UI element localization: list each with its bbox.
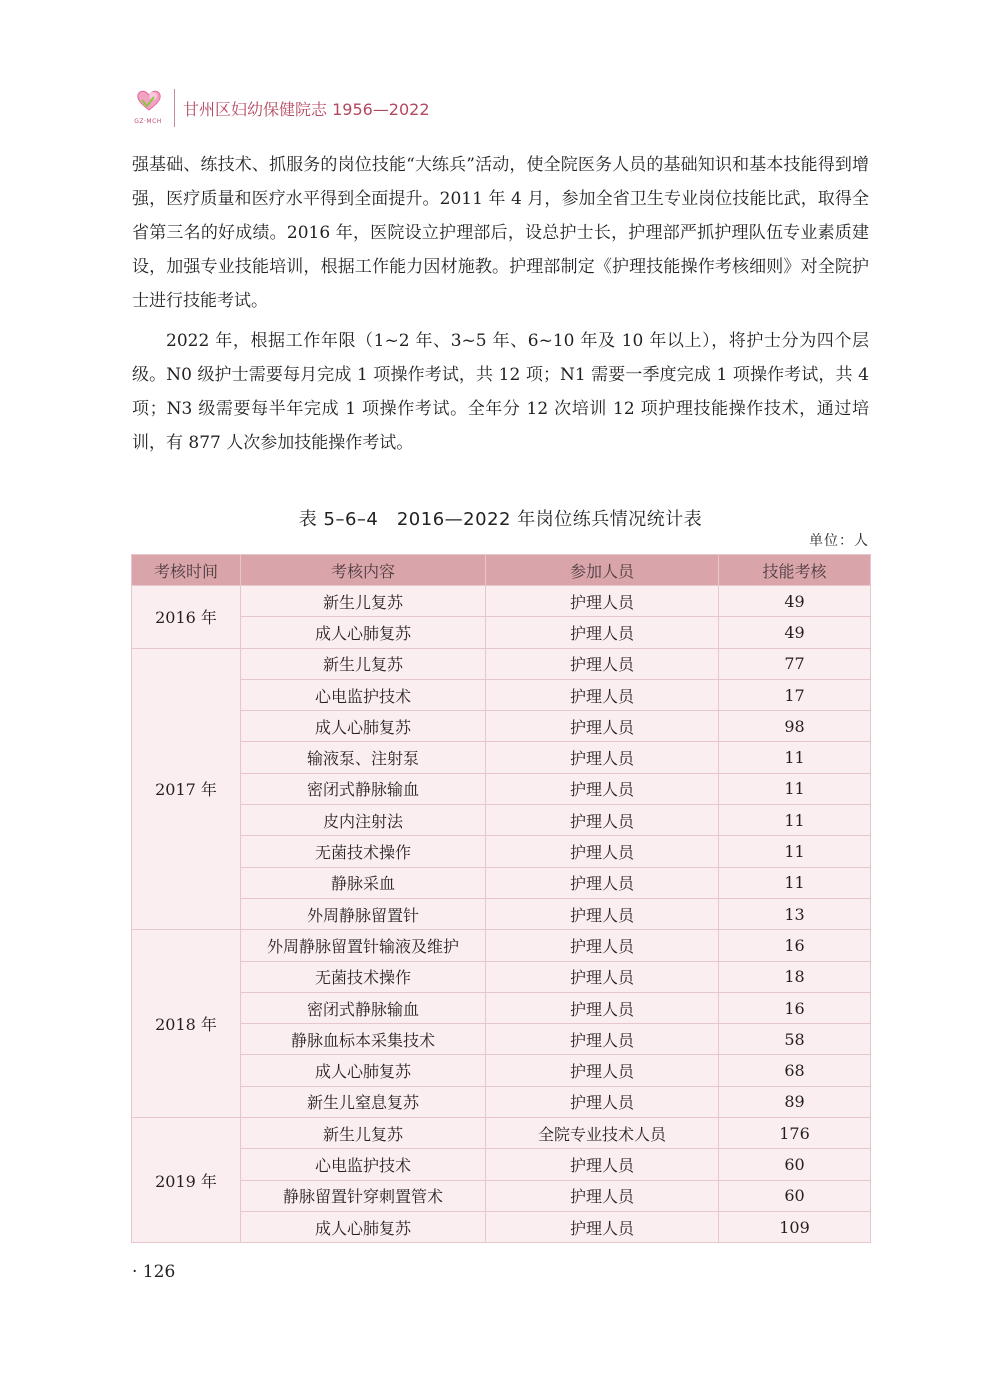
column-header: 考核时间 [132, 555, 241, 586]
logo-text: GZ·MCH [134, 118, 162, 125]
count-cell: 18 [719, 961, 871, 992]
content-cell: 新生儿复苏 [241, 1118, 486, 1149]
content-cell: 新生儿复苏 [241, 648, 486, 679]
content-cell: 静脉留置针穿刺置管术 [241, 1180, 486, 1211]
column-header: 技能考核 [719, 555, 871, 586]
table-row [132, 1118, 871, 1149]
count-cell: 89 [719, 1086, 871, 1117]
content-cell: 静脉血标本采集技术 [241, 1024, 486, 1055]
running-header [130, 86, 430, 130]
table-row [132, 1024, 871, 1055]
content-cell: 外周静脉留置针输液及维护 [241, 930, 486, 961]
hospital-logo [130, 86, 166, 130]
column-header: 参加人员 [486, 555, 719, 586]
table-caption: 表 5–6–4 2016—2022 年岗位练兵情况统计表 [298, 509, 703, 530]
people-cell: 护理人员 [486, 805, 719, 836]
content-cell: 密闭式静脉输血 [241, 773, 486, 804]
table-row [132, 711, 871, 742]
people-cell: 护理人员 [486, 1086, 719, 1117]
people-cell: 护理人员 [486, 648, 719, 679]
count-cell: 11 [719, 867, 871, 898]
table-row [132, 1086, 871, 1117]
content-cell: 无菌技术操作 [241, 836, 486, 867]
table-row [132, 617, 871, 648]
people-cell: 护理人员 [486, 679, 719, 710]
people-cell: 护理人员 [486, 898, 719, 929]
count-cell: 60 [719, 1180, 871, 1211]
paragraph: 强基础、练技术、抓服务的岗位技能“大练兵”活动，使全院医务人员的基础知识和基本技能得到增强，医疗质量和医疗水平得到全面提升。2011 年 4 月，参加全省卫生专业岗位技能比武，取得全省第三名的好成绩。2016 年，医院设立护理部后，设总护士长，护理部严抓护理队伍专业素质建设，加强专业技能培训，根据工作能力因材施教。护理部制定《护理技能操作考核细则》对全院护士进行技能考试。 [132, 155, 869, 311]
people-cell: 护理人员 [486, 1180, 719, 1211]
table-row [132, 805, 871, 836]
count-cell: 13 [719, 898, 871, 929]
table-row [132, 930, 871, 961]
column-header: 考核内容 [241, 555, 486, 586]
count-cell: 77 [719, 648, 871, 679]
year-cell: 2019 年 [132, 1118, 241, 1243]
header-divider [174, 89, 175, 127]
count-cell: 49 [719, 586, 871, 617]
content-cell: 成人心肺复苏 [241, 711, 486, 742]
people-cell: 护理人员 [486, 867, 719, 898]
year-cell: 2017 年 [132, 648, 241, 930]
count-cell: 16 [719, 992, 871, 1023]
page-number: · 126 [132, 1262, 176, 1282]
people-cell: 护理人员 [486, 1024, 719, 1055]
paragraph: 2022 年，根据工作年限（1~2 年、3~5 年、6~10 年及 10 年以上），将护士分为四个层级。N0 级护士需要每月完成 1 项操作考试，共 12 项；N1 需要一季度完成 1 项操作考试，共 4 项；N3 级需要每半年完成 1 项操作考试。全年分 12 次培训 12 项护理技能操作技术，通过培训，有 877 人次参加技能操作考试。 [132, 331, 869, 453]
content-cell: 心电监护技术 [241, 679, 486, 710]
people-cell: 护理人员 [486, 1055, 719, 1086]
content-cell: 成人心肺复苏 [241, 1211, 486, 1242]
content-cell: 密闭式静脉输血 [241, 992, 486, 1023]
people-cell: 护理人员 [486, 992, 719, 1023]
content-cell: 输液泵、注射泵 [241, 742, 486, 773]
count-cell: 17 [719, 679, 871, 710]
count-cell: 98 [719, 711, 871, 742]
count-cell: 109 [719, 1211, 871, 1242]
book-title: 甘州区妇幼保健院志 1956—2022 [183, 99, 430, 119]
table-unit: 单位：人 [809, 533, 869, 549]
table-row [132, 1055, 871, 1086]
count-cell: 16 [719, 930, 871, 961]
year-cell: 2018 年 [132, 930, 241, 1118]
content-cell: 静脉采血 [241, 867, 486, 898]
table-row [132, 992, 871, 1023]
table-row [132, 898, 871, 929]
table-row [132, 648, 871, 679]
count-cell: 11 [719, 773, 871, 804]
training-stats-table [131, 554, 871, 1243]
people-cell: 护理人员 [486, 617, 719, 648]
count-cell: 58 [719, 1024, 871, 1055]
table-row [132, 1149, 871, 1180]
table-header-row [132, 555, 871, 586]
people-cell: 护理人员 [486, 836, 719, 867]
people-cell: 护理人员 [486, 742, 719, 773]
content-cell: 成人心肺复苏 [241, 617, 486, 648]
people-cell: 护理人员 [486, 930, 719, 961]
table-row [132, 773, 871, 804]
table-row [132, 679, 871, 710]
count-cell: 176 [719, 1118, 871, 1149]
people-cell: 护理人员 [486, 1211, 719, 1242]
content-cell: 新生儿复苏 [241, 586, 486, 617]
people-cell: 护理人员 [486, 1149, 719, 1180]
table-row [132, 742, 871, 773]
count-cell: 11 [719, 742, 871, 773]
year-cell: 2016 年 [132, 586, 241, 649]
content-cell: 成人心肺复苏 [241, 1055, 486, 1086]
content-cell: 皮内注射法 [241, 805, 486, 836]
count-cell: 60 [719, 1149, 871, 1180]
people-cell: 全院专业技术人员 [486, 1118, 719, 1149]
heart-logo-icon [136, 88, 162, 112]
table-row [132, 836, 871, 867]
count-cell: 11 [719, 836, 871, 867]
people-cell: 护理人员 [486, 773, 719, 804]
table-row [132, 1180, 871, 1211]
content-cell: 外周静脉留置针 [241, 898, 486, 929]
count-cell: 11 [719, 805, 871, 836]
table-row [132, 1211, 871, 1242]
people-cell: 护理人员 [486, 586, 719, 617]
people-cell: 护理人员 [486, 711, 719, 742]
count-cell: 49 [719, 617, 871, 648]
table-row [132, 961, 871, 992]
table-row [132, 867, 871, 898]
count-cell: 68 [719, 1055, 871, 1086]
body-text [132, 148, 869, 466]
content-cell: 新生儿窒息复苏 [241, 1086, 486, 1117]
table-body [132, 586, 871, 1243]
content-cell: 无菌技术操作 [241, 961, 486, 992]
content-cell: 心电监护技术 [241, 1149, 486, 1180]
table-row [132, 586, 871, 617]
people-cell: 护理人员 [486, 961, 719, 992]
